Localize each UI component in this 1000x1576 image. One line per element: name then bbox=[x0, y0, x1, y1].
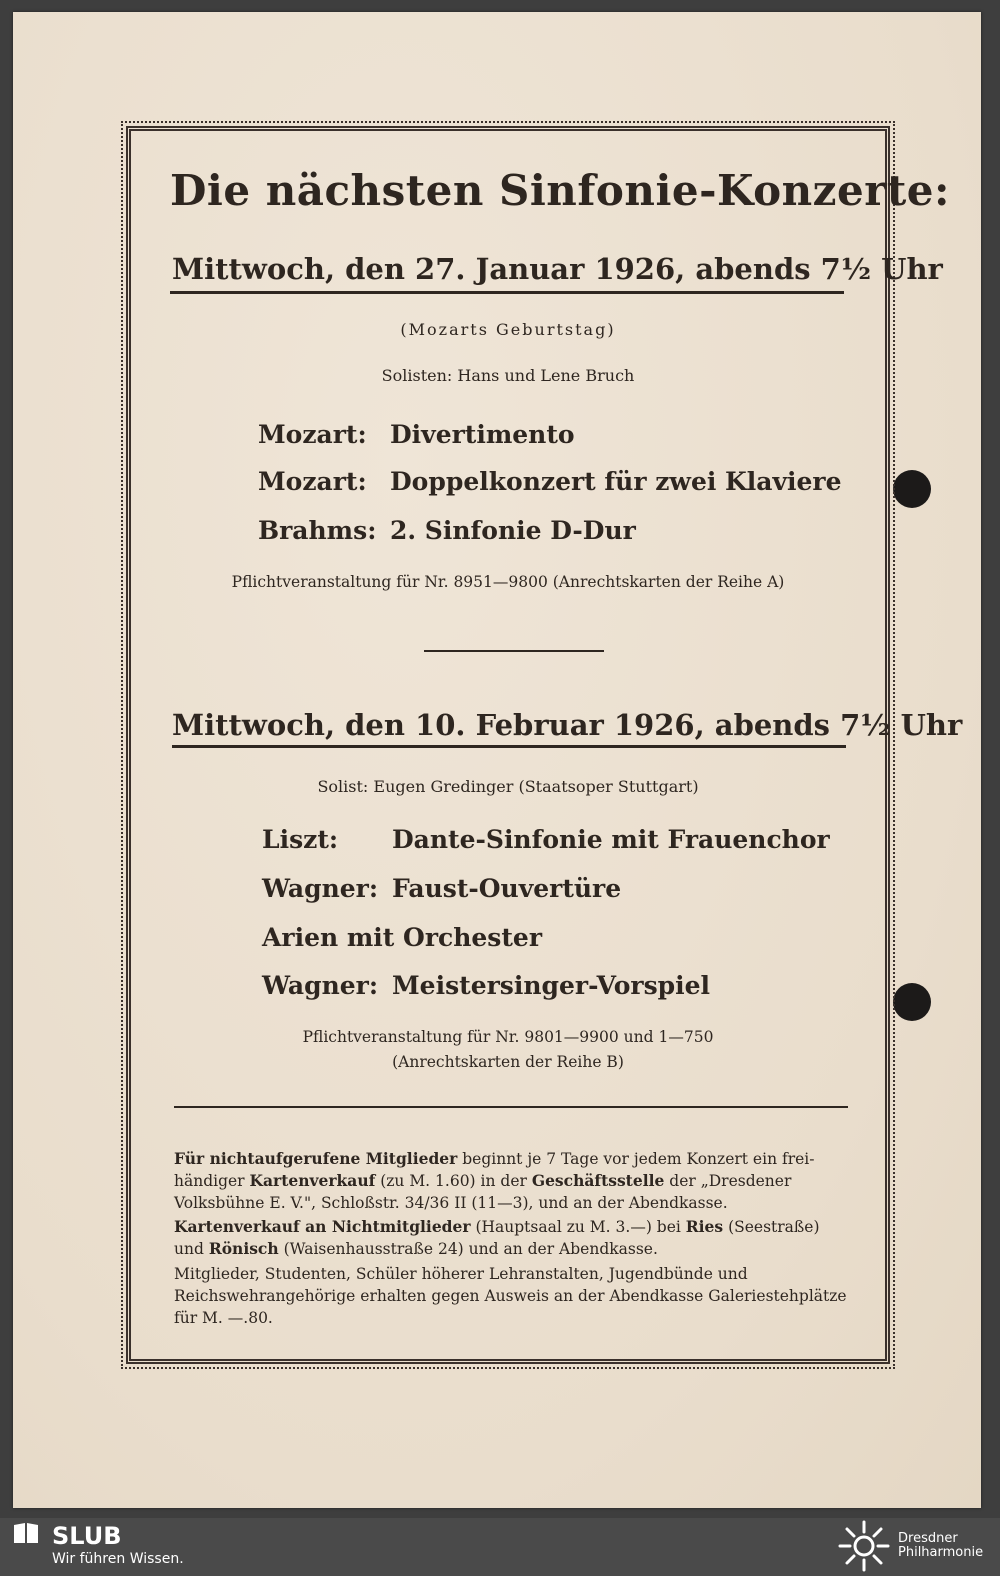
concert2-underline bbox=[172, 745, 846, 748]
page-title: Die nächsten Sinfonie-Konzerte: bbox=[170, 166, 951, 215]
library-logo-text[interactable]: SLUB bbox=[52, 1522, 122, 1550]
program-work: Dante-Sinfonie mit Frauenchor bbox=[392, 825, 830, 854]
concert2-obligation-series: (Anrechtskarten der Reihe B) bbox=[392, 1053, 624, 1071]
program-work: Doppelkonzert für zwei Klaviere bbox=[390, 467, 842, 496]
concert1-occasion: (Mozarts Geburtstag) bbox=[400, 320, 616, 339]
program-work: Meistersinger-Vorspiel bbox=[392, 971, 711, 1000]
library-tagline: Wir führen Wissen. bbox=[52, 1551, 184, 1567]
program-composer: Mozart: bbox=[258, 467, 367, 496]
program-work: 2. Sinfonie D-Dur bbox=[390, 516, 636, 545]
concert1-date: Mittwoch, den 27. Januar 1926, abends 7½ Uhr bbox=[172, 252, 943, 286]
note-discount-tickets: Mitglieder, Studenten, Schüler höherer Lehranstalten, Jugendbünde und Reichswehrangehörige erhalten gegen Ausweis an der Abendkasse Galeriestehplätze für M. —.80. bbox=[174, 1265, 847, 1327]
concert1-underline bbox=[170, 291, 844, 294]
notes-divider bbox=[174, 1106, 848, 1108]
program-item: Arien mit Orchester bbox=[262, 923, 543, 952]
program-composer: Wagner: bbox=[262, 971, 379, 1000]
section-divider bbox=[424, 650, 604, 652]
book-icon bbox=[12, 1521, 40, 1545]
sunburst-icon bbox=[838, 1520, 890, 1572]
program-work: Divertimento bbox=[390, 420, 575, 449]
punch-hole bbox=[893, 983, 931, 1021]
program-composer: Mozart: bbox=[258, 420, 367, 449]
program-composer: Liszt: bbox=[262, 825, 339, 854]
concert1-obligation: Pflichtveranstaltung für Nr. 8951—9800 (Anrechtskarten der Reihe A) bbox=[231, 573, 785, 591]
punch-hole bbox=[893, 470, 931, 508]
program-composer: Wagner: bbox=[262, 874, 379, 903]
concert1-soloists: Solisten: Hans und Lene Bruch bbox=[381, 366, 635, 385]
partner-logo-text[interactable]: Dresdner Philharmonie bbox=[898, 1531, 984, 1560]
concert2-soloist: Solist: Eugen Gredinger (Staatsoper Stuttgart) bbox=[317, 777, 699, 796]
note-presale-members: Für nichtaufgerufene Mitglieder beginnt je 7 Tage vor jedem Konzert ein frei-händiger Kartenverkauf (zu M. 1.60) in der Geschäftsstelle der „Dresdener Volksbühne E. V.", Schloßstr. 34/36 II (11—3), und an der Abendkasse. bbox=[174, 1149, 815, 1212]
concert2-obligation: Pflichtveranstaltung für Nr. 9801—9900 und 1—750 bbox=[302, 1028, 714, 1046]
note-presale-nonmembers: Kartenverkauf an Nichtmitglieder (Hauptsaal zu M. 3.—) bei Ries (Seestraße) und Rönisch (Waisenhausstraße 24) und an der Abendkasse. bbox=[174, 1217, 820, 1258]
program-composer: Brahms: bbox=[258, 516, 377, 545]
concert2-date: Mittwoch, den 10. Februar 1926, abends 7½ Uhr bbox=[172, 708, 963, 742]
program-work: Faust-Ouvertüre bbox=[392, 874, 622, 903]
